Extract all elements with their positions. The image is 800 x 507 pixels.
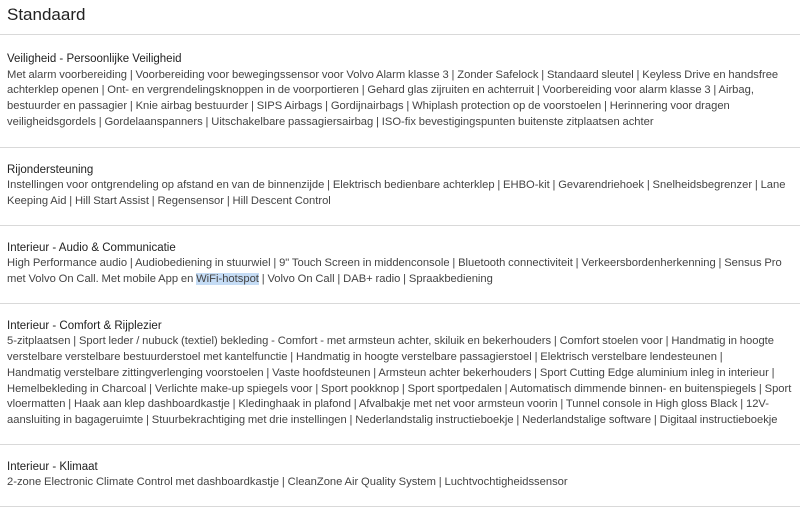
body-line: verstelbare verstelbare bestuurderstoel met kantelfunctie | Handmatig in hoogte verstelbare passagierstoel | Elektrisch verstelbare lendesteunen | — [7, 351, 723, 364]
section-heading: Rijondersteuning — [7, 163, 94, 176]
section-heading: Interieur - Audio & Communicatie — [7, 241, 176, 254]
body-line: vloermatten | Haak aan klep dashboardkastje | Kledinghaak in plafond | Afvalbakje met net voor armsteun voorin | Tunnel console in High gloss Black | 12V- — [7, 398, 770, 411]
section-body — [7, 334, 793, 428]
body-line: Keeping Aid | Hill Start Assist | Regensensor | Hill Descent Control — [7, 194, 331, 207]
section-divider — [0, 147, 800, 148]
page-title: Standaard — [7, 5, 86, 24]
body-line: 2-zone Electronic Climate Control met dashboardkastje | CleanZone Air Quality System | Luchtvochtigheidssensor — [7, 476, 568, 489]
body-line: Instellingen voor ontgrendeling op afstand en van de binnenzijde | Elektrisch bedienbare achterklep | EHBO-kit | Gevarendriehoek | Snelheidsbegrenzer | Lane — [7, 179, 786, 192]
section-body — [7, 68, 793, 131]
body-line: aansluiting in bagageruimte | Stuurbekrachtiging met drie instellingen | Nederlandstalig instructieboekje | Nederlandstalige software | Digitaal instructieboekje — [7, 413, 778, 426]
section-heading: Interieur - Klimaat — [7, 460, 98, 473]
title-divider — [0, 34, 800, 35]
section-klimaat — [0, 460, 800, 491]
body-line: bestuurder en passagier | Knie airbag bestuurder | SIPS Airbags | Gordijnairbags | Whiplash protection op de voorstoelen | Herinnering voor dragen — [7, 100, 730, 113]
body-line: achterklep openen | Ont- en vergrendelingsknoppen in de voorportieren | Gehard glas zijruiten en achterruit | Voorbereiding voor alarm klasse 3 | Airbag, — [7, 84, 754, 97]
body-line: 5-zitplaatsen | Sport leder / nubuck (textiel) bekleding - Comfort - met armsteun achter, skiluik en bekerhouders | Comfort stoelen voor | Handmatig in hoogte — [7, 335, 774, 348]
section-comfort-rijplezier — [0, 319, 800, 429]
body-line: Hemelbekleding in Charcoal | Verlichte make-up spiegels voor | Sport pookknop | Sport sportpedalen | Automatisch dimmende binnen- en buitenspiegels | Sport — [7, 382, 792, 395]
body-line — [7, 272, 793, 288]
body-text: met Volvo On Call. Met mobile App en — [7, 273, 197, 286]
section-audio-communicatie — [0, 241, 800, 288]
body-line: Met alarm voorbereiding | Voorbereiding voor bewegingssensor voor Volvo Alarm klasse 3 | Zonder Safelock | Standaard sleutel | Keyless Drive en handsfree — [7, 68, 779, 81]
section-divider — [0, 225, 800, 226]
section-body — [7, 256, 793, 287]
section-veiligheid — [0, 52, 800, 131]
body-line: Handmatig verstelbare zittingverlenging voorstoelen | Vaste hoofdsteunen | Armsteun achter bekerhouders | Sport Cutting Edge aluminium inleg in interieur | — [7, 366, 775, 379]
section-body — [7, 178, 793, 209]
section-divider — [0, 444, 800, 445]
section-heading: Veiligheid - Persoonlijke Veiligheid — [7, 53, 182, 65]
selected-text-highlight: WiFi-hotspot — [196, 273, 259, 286]
body-line: veiligheidsgordels | Gordelaanspanners | Uitschakelbare passagiersairbag | ISO-fix bevestigingspunten buitenste zitplaatsen achter — [7, 115, 654, 128]
section-heading: Interieur - Comfort & Rijplezier — [7, 319, 162, 332]
section-rijondersteuning — [0, 163, 800, 210]
body-text: | Volvo On Call | DAB+ radio | Spraakbediening — [258, 273, 493, 286]
body-line: High Performance audio | Audiobediening in stuurwiel | 9" Touch Screen in middenconsole | Bluetooth connectiviteit | Verkeersbordenherkenning | Sensus Pro — [7, 257, 782, 270]
section-divider — [0, 303, 800, 304]
section-body — [7, 475, 793, 491]
